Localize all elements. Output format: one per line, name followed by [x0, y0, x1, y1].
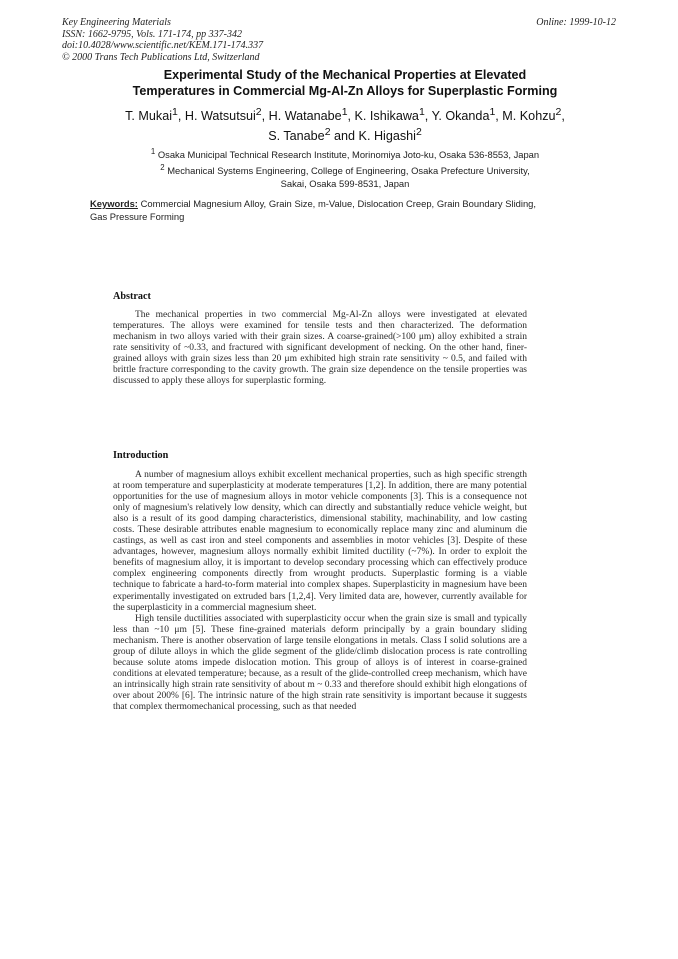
affiliation-text: Mechanical Systems Engineering, College of Engineering, Osaka Prefecture University, — [167, 165, 530, 177]
copyright-line: © 2000 Trans Tech Publications Ltd, Switzerland — [62, 51, 260, 63]
author-affil-mark: 2 — [555, 106, 562, 118]
author-line-2: S. Tanabe$^2$ and K. Higashi$^2$ — [268, 126, 422, 144]
keywords-label: Keywords: — [90, 198, 138, 209]
author-affil-mark: 2 — [324, 126, 331, 139]
issn-line: ISSN: 1662-9795, Vols. 171-174, pp 337-342 — [62, 28, 242, 40]
author-list — [70, 104, 620, 144]
introduction-body — [113, 470, 527, 713]
author-name: H. Watsutsui — [184, 109, 256, 124]
keywords-block — [90, 198, 536, 223]
abstract-paragraph: The mechanical properties in two commercial Mg-Al-Zn alloys were investigated at elevated temperatures. The alloys were examined for tensile tests and then characterized. The deformation mechanism in two alloys varied with their grain sizes. A coarse-grained(>100 μm) alloy exhibited a strain rate sensitivity of ~0.33, and fractured with significant development of necking. On the other hand, finer-grained alloys with grain sizes less than 20 μm exhibited high strain rate sensitivity ~ 0.5, and failed with brittle fracture corresponding to the cavity growth. The grain size dependence on the tensile properties was discussed to apply these alloys for superplastic forming. — [113, 310, 527, 387]
author-name: K. Higashi — [358, 129, 416, 144]
author-name: M. Kohzu — [502, 109, 556, 124]
author-name: S. Tanabe — [268, 129, 325, 144]
affiliation-text: Sakai, Osaka 599-8531, Japan — [280, 177, 410, 189]
affiliation-mark: 1 — [150, 147, 156, 156]
affiliation-1 — [70, 146, 620, 162]
online-date: Online: 1999-10-12 — [536, 17, 616, 28]
author-name: T. Mukai — [125, 109, 173, 124]
author-affil-mark: 1 — [418, 106, 425, 118]
author-line-1: T. Mukai$^1$, H. Watsutsui$^2$, H. Watanabe$^1$, K. Ishikawa$^1$, Y. Okanda$^1$, M. Kohzu$^2$, — [125, 106, 565, 124]
intro-paragraph-1: A number of magnesium alloys exhibit excellent mechanical properties, such as high specific strength at room temperature and superplasticity at moderate temperatures [1,2]. In addition, there are many potential opportunities for the use of magnesium alloys in motor vehicle components [3]. This is a consequence not only of magnesium's relatively low density, which can directly and substantially reduce vehicle weight, but also is a result of its good damping characteristics, dimensional stability, machinability, and low casting costs. These desirable attributes enable magnesium to economically replace many zinc and aluminum die castings, as well as cast iron and steel components and assemblies in motor vehicles [3]. Despite of these advantages, however, magnesium alloys normally exhibit limited ductility (~7%). In order to exploit the benefits of magnesium alloy, it is important to develop secondary processing which can effectively produce complex engineering components directly from wrought products. Superplastic forming is a viable technique to fabricate a hard-to-form material into complex shapes. Superplasticity in magnesium have been experimentally investigated on extruded bars [1,2,4]. Very limited data are, however, currently available for the superplasticity in a commercial magnesium sheet. — [113, 470, 527, 613]
doi-line: doi:10.4028/www.scientific.net/KEM.171-174.337 — [62, 40, 264, 51]
affiliation-text: Osaka Municipal Technical Research Institute, Morinomiya Joto-ku, Osaka 536-8553, Japan — [157, 149, 540, 161]
author-name: H. Watanabe — [268, 109, 342, 124]
journal-header — [62, 17, 263, 63]
introduction-heading: Introduction — [113, 450, 169, 461]
affiliation-mark: 2 — [160, 163, 165, 172]
author-affil-mark: 2 — [255, 106, 262, 118]
title-line-1: Experimental Study of the Mechanical Properties at Elevated — [163, 68, 527, 82]
author-affil-mark: 1 — [489, 106, 496, 118]
journal-name: Key Engineering Materials — [62, 17, 171, 28]
keywords-text: Commercial Magnesium Alloy, Grain Size, m-Value, Dislocation Creep, Grain Boundary Sliding, Gas Pressure Forming — [90, 198, 536, 222]
paper-title — [70, 67, 620, 99]
author-name: K. Ishikawa — [354, 109, 419, 124]
affiliation-2 — [70, 162, 620, 190]
author-affil-mark: 1 — [172, 106, 178, 118]
title-line-2: Temperatures in Commercial Mg-Al-Zn Alloys for Superplastic Forming — [132, 84, 558, 98]
author-name: Y. Okanda — [431, 109, 490, 124]
author-affil-mark: 2 — [415, 126, 422, 139]
abstract-body — [113, 310, 527, 387]
abstract-heading: Abstract — [113, 291, 151, 302]
intro-paragraph-2: High tensile ductilities associated with superplasticity occur when the grain size is small and typically less than ~10 μm [5]. These fine-grained materials deform principally by a grain boundary sliding mechanism. There is another observation of large tensile elongations in metals. Class I solid solutions are a group of dilute alloys in which the glide segment of the glide/climb dislocation process is rate controlling because solute atoms impede dislocation motion. This group of alloys is of interest in coarse-grained conditions at elevated temperature; because, as a result of the glide-controlled creep mechanism, which have an intrinsically high strain rate sensitivity of about m ~ 0.33 and therefore should exhibit high elongations of over about 200% [6]. The intrinsic nature of the high strain rate sensitivity is important because it suggests that complex thermomechanical processing, such as that needed — [113, 613, 527, 712]
author-affil-mark: 1 — [341, 106, 348, 118]
